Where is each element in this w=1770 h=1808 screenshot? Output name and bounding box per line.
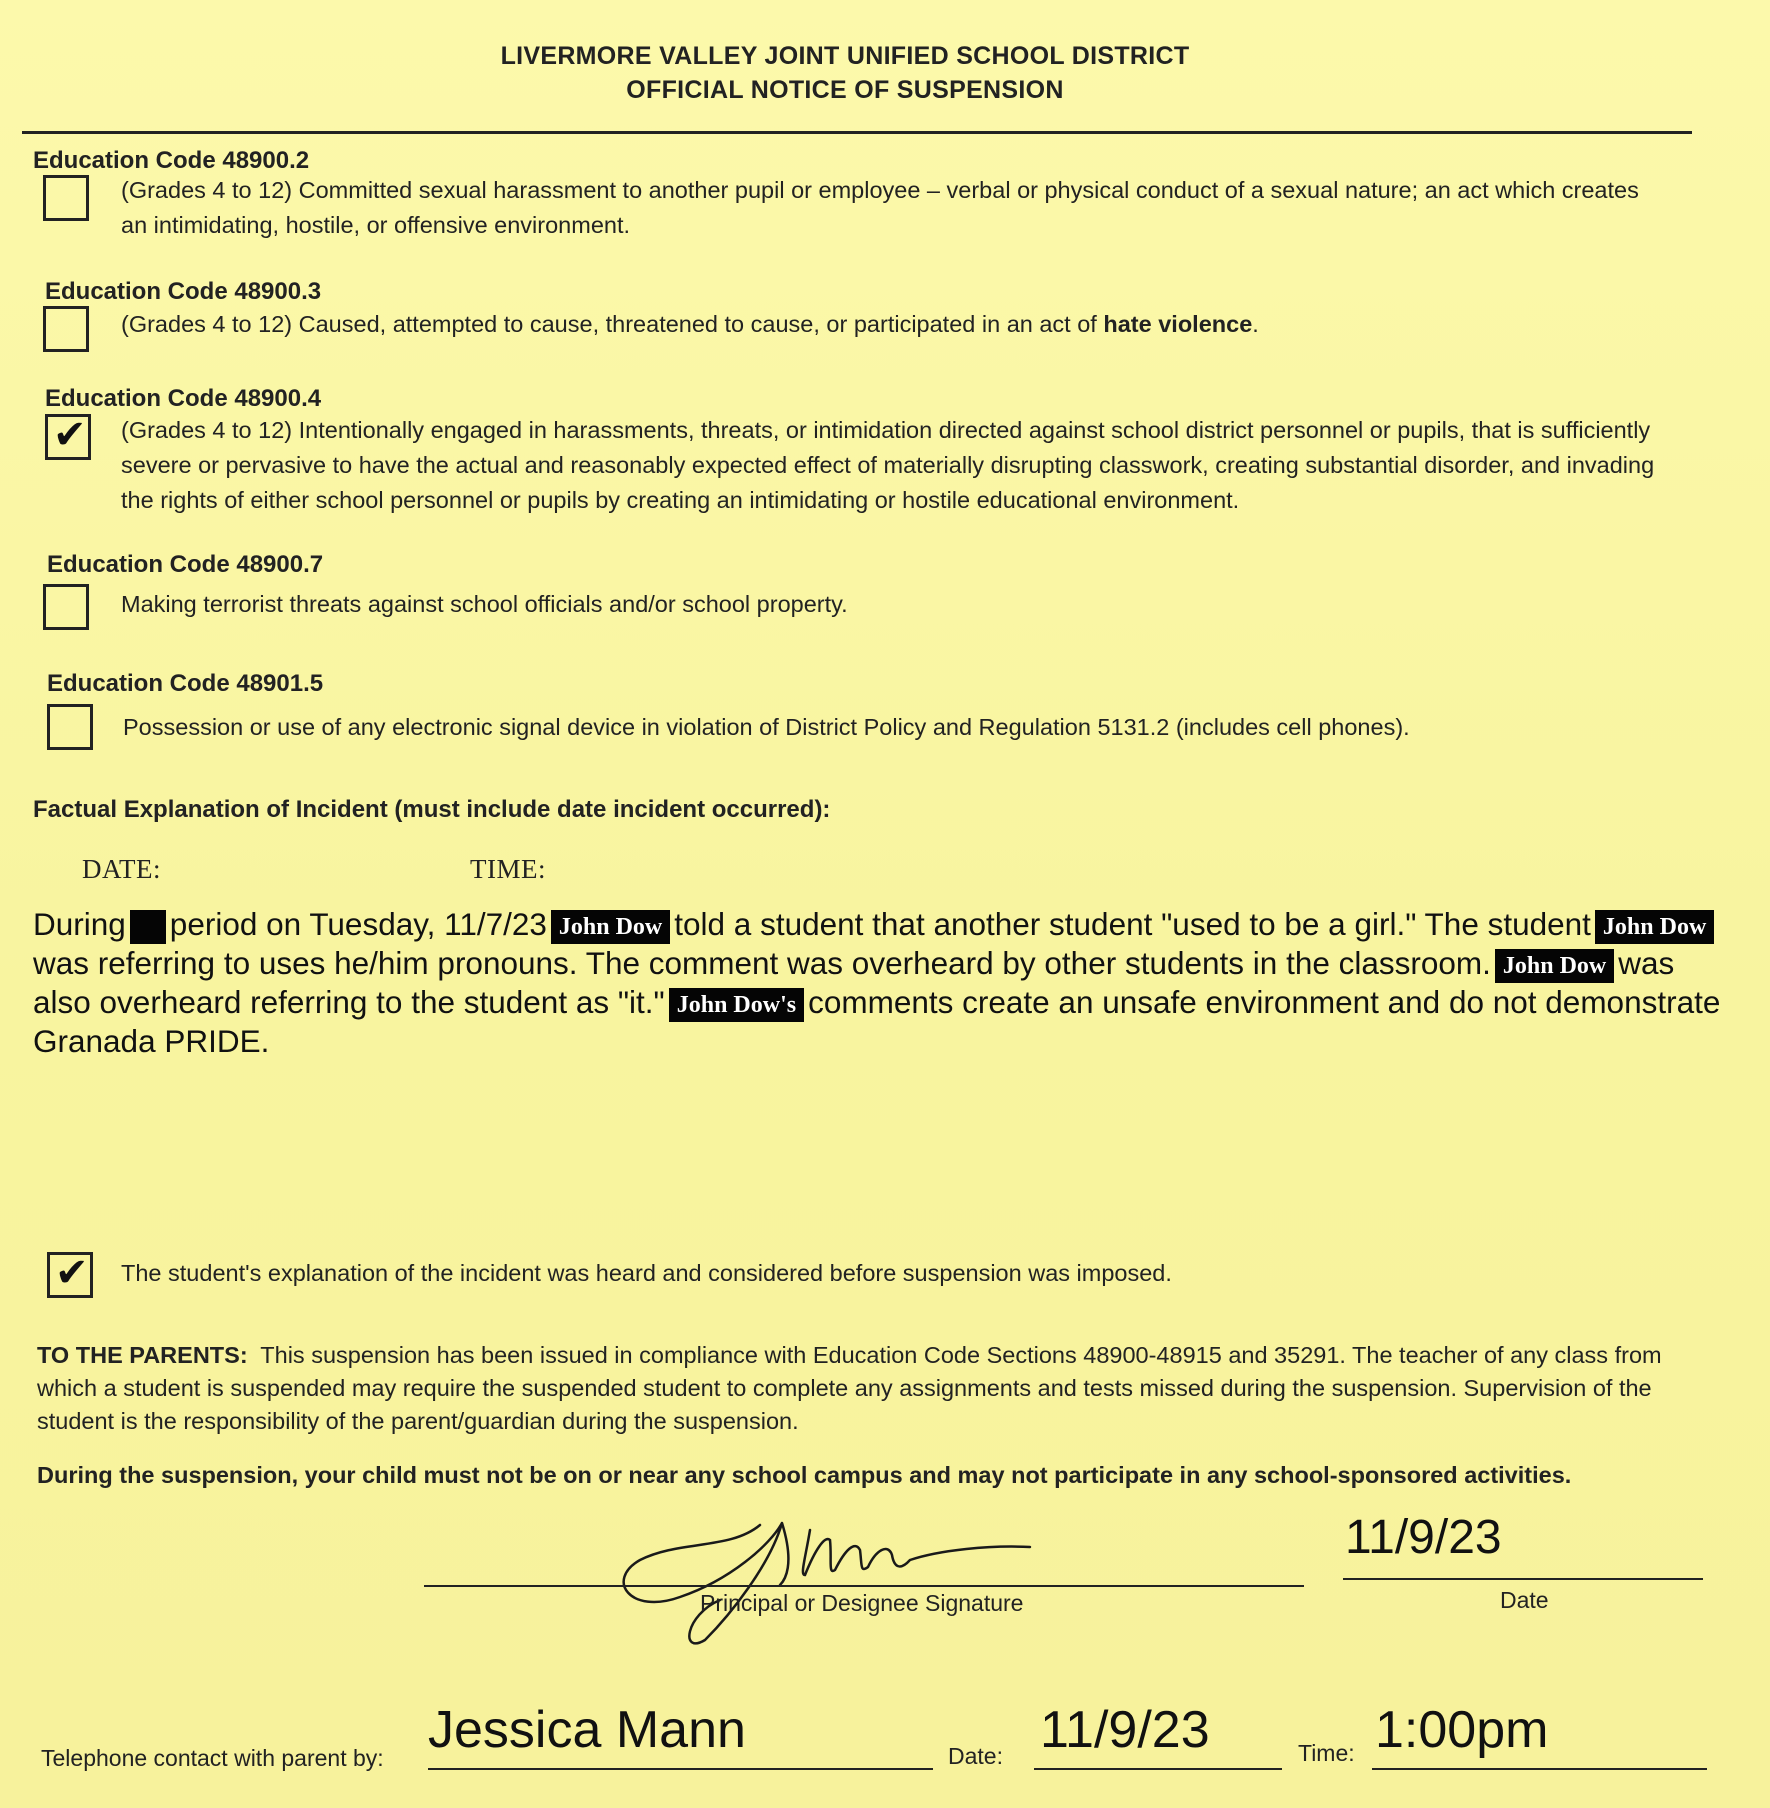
contact-time-label: Time: xyxy=(1298,1740,1355,1766)
redacted-name: John Dow xyxy=(1595,910,1714,944)
redacted-name: John Dow's xyxy=(669,988,804,1022)
incident-time-label: TIME: xyxy=(470,854,546,884)
offense-code: Education Code 48901.5 xyxy=(47,670,324,697)
offense-checkbox[interactable] xyxy=(43,175,89,221)
contact-date-line xyxy=(1034,1768,1282,1770)
narrative-text: comments create an unsafe environment and do not demonstrate Granada PRIDE. xyxy=(33,984,1721,1059)
offense-description: (Grades 4 to 12) Committed sexual harassment to another pupil or employee – verbal or physical conduct of a sexual nature; an act which creates an intimidating, hostile, or offensive environment. xyxy=(121,177,1639,238)
telephone-contact-label: Telephone contact with parent by: xyxy=(41,1745,384,1771)
incident-narrative xyxy=(33,905,1733,1061)
redacted-name: John Dow xyxy=(551,910,670,944)
contact-date-value: 11/9/23 xyxy=(1040,1701,1210,1759)
offense-code: Education Code 48900.7 xyxy=(47,551,324,578)
narrative-text: told a student that another student "used to be a girl." The student xyxy=(674,906,1591,942)
signature-line xyxy=(424,1585,1304,1587)
incident-heading: Factual Explanation of Incident (must include date incident occurred): xyxy=(33,796,831,823)
offense-checkbox-checked[interactable] xyxy=(45,414,91,460)
contact-name-line xyxy=(428,1768,933,1770)
offense-checkbox[interactable] xyxy=(43,306,89,352)
offense-text-end: . xyxy=(1252,311,1259,337)
contact-time-value: 1:00pm xyxy=(1375,1701,1549,1759)
narrative-text: was also overheard referring to the student as "it." xyxy=(33,945,1675,1020)
narrative-text: During xyxy=(33,906,126,942)
district-title: LIVERMORE VALLEY JOINT UNIFIED SCHOOL DISTRICT xyxy=(500,42,1190,70)
offense-checkbox[interactable] xyxy=(47,704,93,750)
signature-caption: Principal or Designee Signature xyxy=(700,1590,1024,1616)
offense-checkbox[interactable] xyxy=(43,584,89,630)
offense-description: Possession or use of any electronic signal device in violation of District Policy and Regulation 5131.2 (includes cell phones). xyxy=(123,714,1410,740)
redacted-name: John Dow xyxy=(1495,949,1614,983)
contact-time-line xyxy=(1372,1768,1707,1770)
check-mark-icon: ✔ xyxy=(55,1250,89,1296)
signature-date-value: 11/9/23 xyxy=(1345,1511,1502,1564)
contact-date-label: Date: xyxy=(948,1743,1003,1769)
offense-code: Education Code 48900.3 xyxy=(45,278,322,305)
check-mark-icon: ✔ xyxy=(53,412,87,458)
offense-description xyxy=(121,307,1651,342)
principal-signature-graphic xyxy=(610,1505,1050,1655)
suspension-warning: During the suspension, your child must not be on or near any school campus and may not participate in any school-sponsored activities. xyxy=(37,1462,1572,1488)
signature-date-caption: Date xyxy=(1500,1587,1549,1613)
offense-text: (Grades 4 to 12) Caused, attempted to cause, threatened to cause, or participated in an act of xyxy=(121,311,1104,337)
explanation-statement: The student's explanation of the incident was heard and considered before suspension was imposed. xyxy=(121,1260,1172,1286)
narrative-text: was referring to uses he/him pronouns. The comment was overheard by other students in the classroom. xyxy=(33,945,1491,981)
narrative-text: period on Tuesday, 11/7/23 xyxy=(169,906,547,942)
parents-notice xyxy=(37,1339,1687,1438)
explanation-checkbox-checked[interactable] xyxy=(47,1252,93,1298)
offense-code: Education Code 48900.2 xyxy=(33,147,310,174)
offense-code: Education Code 48900.4 xyxy=(45,385,322,412)
signature-date-line xyxy=(1343,1578,1703,1580)
offense-emphasis: hate violence xyxy=(1103,311,1253,337)
notice-title: OFFICIAL NOTICE OF SUSPENSION xyxy=(626,76,1064,104)
header-rule xyxy=(22,131,1692,134)
incident-date-label: DATE: xyxy=(82,854,161,884)
contact-name-value: Jessica Mann xyxy=(428,1701,746,1759)
redaction-block xyxy=(130,910,166,944)
offense-description: Making terrorist threats against school officials and/or school property. xyxy=(121,591,848,617)
parents-text: This suspension has been issued in compliance with Education Code Sections 48900-48915 and 35291. The teacher of any class from which a student is suspended may require the suspended student to complete any assignments and tests missed during the suspension. Supervision of the student is the responsibility of the parent/guardian during the suspension. xyxy=(37,1342,1662,1434)
parents-label: TO THE PARENTS: xyxy=(37,1342,248,1368)
offense-description: (Grades 4 to 12) Intentionally engaged in harassments, threats, or intimidation directed against school district personnel or pupils, that is sufficiently severe or pervasive to have the actual and reasonably expected effect of materially disrupting classwork, creating substantial disorder, and invading the rights of either school personnel or pupils by creating an intimidating or hostile educational environment. xyxy=(121,417,1655,513)
